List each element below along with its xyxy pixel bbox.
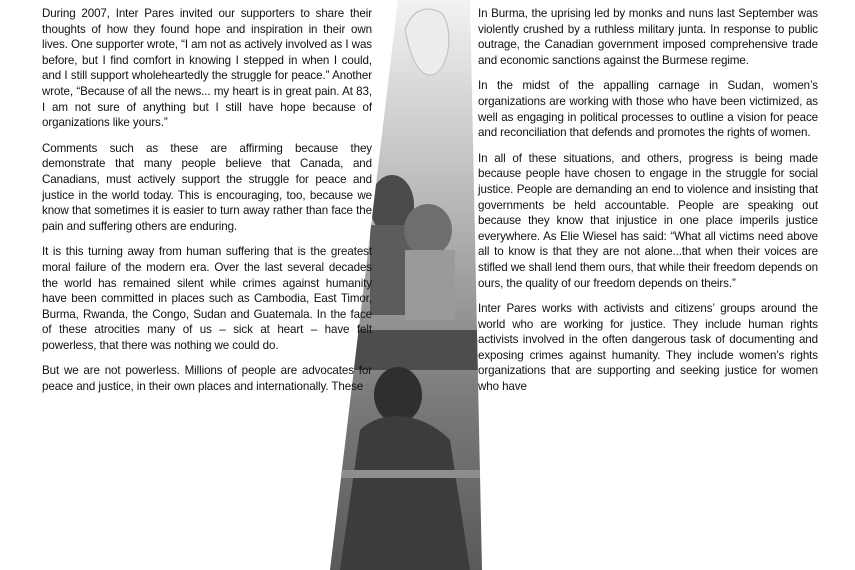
child-figure bbox=[404, 204, 452, 256]
paragraph: In Burma, the uprising led by monks and nuns last September was violently crushed by a ruthless military junta. In response to public outrage, the Canadian government imposed comprehensive trade and economic sanctions against the Burmese regime. bbox=[478, 7, 818, 67]
paragraph: In the midst of the appalling carnage in Sudan, women’s organizations are working with those who have been victimized, as well as engaging in political processes to outline a vision for peace and reconciliation that defends and promotes the rights of women. bbox=[478, 79, 818, 140]
paragraph: It is this turning away from human suffering that is the greatest moral failure of the modern era. Over the last several decades the world has remained silent while crimes against humanity have been committed in places such as Cambodia, East Timor, Burma, Rwanda, the Congo, Sudan and Guatemala. In the face of these atrocities many of us – sick at heart – have felt powerless, that there was nothing we could do. bbox=[42, 245, 372, 352]
right-column bbox=[478, 6, 818, 405]
paragraph: Inter Pares works with activists and citizens’ groups around the world who are working for justice. They include human rights activists involved in the often dangerous task of documenting and exposing crimes against humanity. They include women’s rights organizations that are supporting and seeking justice for women who have bbox=[478, 302, 818, 394]
paragraph: Comments such as these are affirming because they demonstrate that many people believe that Canada, and Canadians, must actively support the struggle for peace and justice in the world today. This is encouraging, too, because we know that sometimes it is easier to turn away rather than face the pain and suffering others are enduring. bbox=[42, 141, 372, 233]
paragraph: In all of these situations, and others, progress is being made because people have chosen to engage in the struggle for social justice. People are demanding an end to violence and insisting that governments be held accountable. People are speaking out because they know that injustice in one place imperils justice everywhere. As Elie Wiesel has said: “What all victims need above all to know is that they are not alone...that when their voices are stifled we shall lend them ours, that while their freedom depends on ours, the quality of our freedom depends on theirs.” bbox=[478, 151, 818, 290]
paragraph: But we are not powerless. Millions of people are advocates for peace and justice, in their own places and internationally. These bbox=[42, 364, 372, 394]
left-column bbox=[42, 6, 372, 405]
woman-figure bbox=[374, 367, 422, 423]
paragraph: During 2007, Inter Pares invited our supporters to share their thoughts of how they found hope and inspiration in their own lives. One supporter wrote, “I am not as actively involved as I was before, but I find comfort in knowing I stepped in when I could, and I still support wholeheartedly the struggle for peace.” Another wrote, “Because of all the news... my heart is in great pain. At 83, I am not sure of anything but I still have hope because of organizations like yours.” bbox=[42, 7, 372, 130]
